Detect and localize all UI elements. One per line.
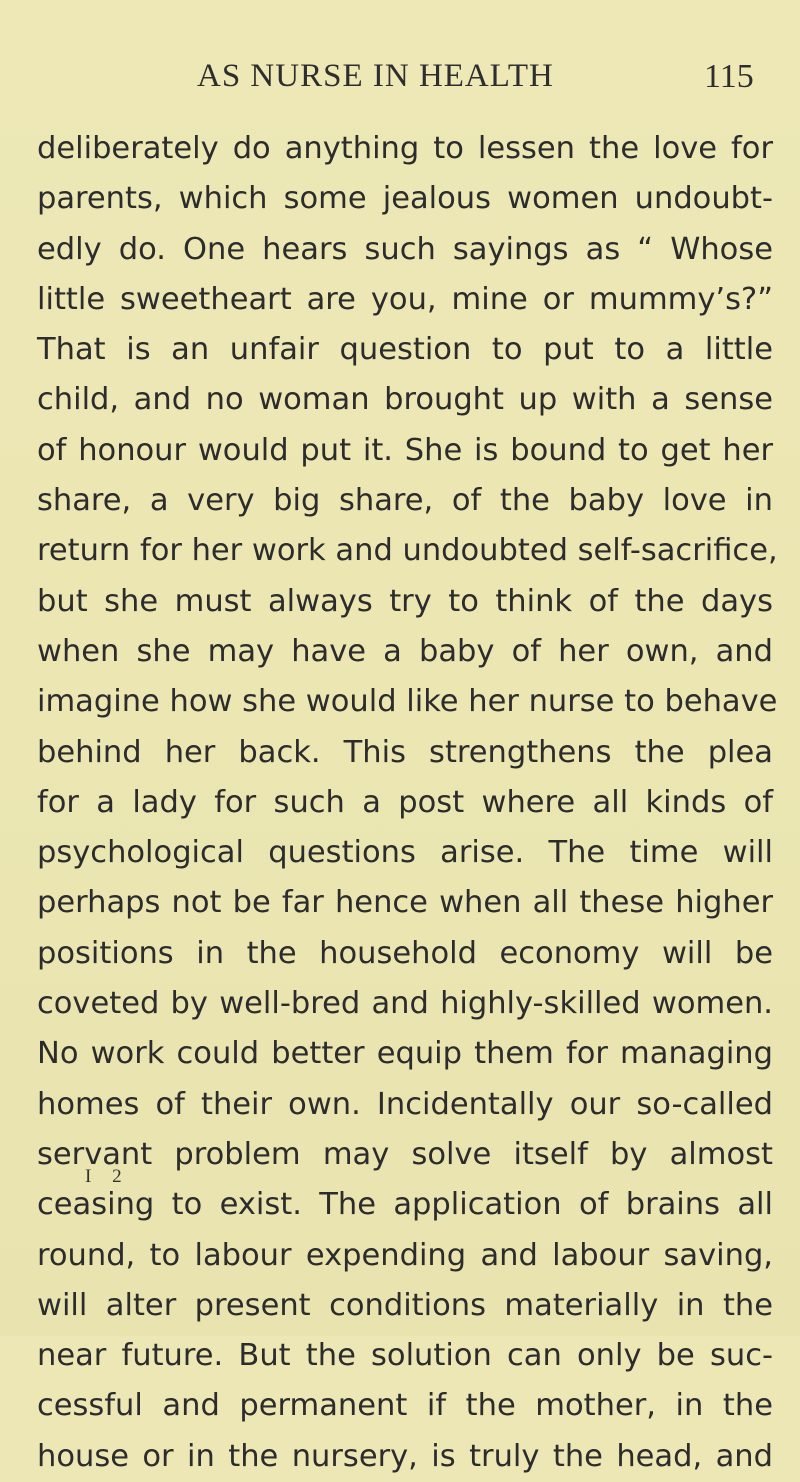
text-line: little sweetheart are you, mine or mummy’s?”: [37, 281, 773, 317]
text-line: imagine how she would like her nurse to behave: [37, 684, 778, 720]
text-line: house or in the nursery, is truly the head, and: [37, 1438, 773, 1474]
text-line: for a lady for such a post where all kinds of: [37, 784, 773, 820]
text-line: servant problem may solve itself by almost: [37, 1136, 773, 1172]
text-line: will alter present conditions materially in the: [37, 1287, 773, 1323]
text-line: ceasing to exist. The application of brains all: [37, 1187, 773, 1223]
text-line: psychological questions arise. The time will: [37, 835, 773, 871]
text-line: coveted by well-bred and highly-skilled women.: [37, 986, 773, 1022]
text-line: child, and no woman brought up with a sense: [37, 382, 773, 418]
text-line: positions in the household economy will be: [37, 935, 773, 971]
text-line: edly do. One hears such sayings as “ Whose: [37, 231, 773, 267]
text-line: That is an unfair question to put to a little: [37, 332, 773, 368]
text-line: share, a very big share, of the baby love in: [37, 483, 773, 519]
text-line: cessful and permanent if the mother, in the: [37, 1388, 773, 1424]
text-line: return for her work and undoubted self-sacrifice,: [37, 533, 778, 569]
body-text: [37, 124, 778, 1482]
text-line: but she must always try to think of the days: [37, 583, 773, 619]
text-line: near future. But the solution can only be suc-: [37, 1338, 773, 1374]
text-line: No work could better equip them for managing: [37, 1036, 773, 1072]
text-line: when she may have a baby of her own, and: [37, 633, 773, 669]
text-line: round, to labour expending and labour saving,: [37, 1237, 773, 1273]
text-line: parents, which some jealous women undoubt-: [37, 181, 773, 217]
text-line: perhaps not be far hence when all these higher: [37, 885, 773, 921]
text-line: of honour would put it. She is bound to get her: [37, 432, 773, 468]
text-line: homes of their own. Incidentally our so-called: [37, 1086, 773, 1122]
text-line: behind her back. This strengthens the plea: [37, 734, 773, 770]
running-title: AS NURSE IN HEALTH: [197, 58, 554, 94]
signature-mark: I 2: [85, 1166, 130, 1187]
page-number: 115: [704, 58, 754, 95]
text-line: deliberately do anything to lessen the love for: [37, 131, 773, 166]
running-head: [0, 58, 800, 102]
